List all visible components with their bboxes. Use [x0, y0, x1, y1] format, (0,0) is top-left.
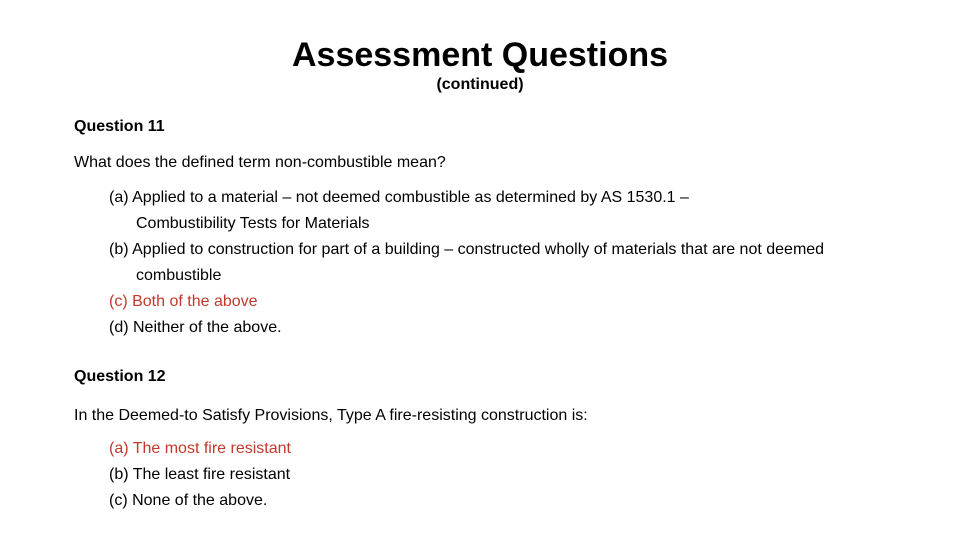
question-11-option-c: (c) Both of the above [109, 293, 258, 310]
question-11-option-d: (d) Neither of the above. [109, 319, 282, 336]
question-11-options [109, 185, 889, 341]
question-12-prompt: In the Deemed-to Satisfy Provisions, Type A fire-resisting construction is: [74, 407, 588, 424]
question-12-options [109, 436, 889, 514]
page-title: Assessment Questions [291, 36, 669, 74]
question-12-option-b: (b) The least fire resistant [109, 466, 291, 483]
question-11-option-a: (a) Applied to a material – not deemed combustible as determined by AS 1530.1 – Combustibility Tests for Materials [109, 189, 689, 232]
question-12-option-c: (c) None of the above. [109, 492, 268, 509]
page-subtitle: (continued) [436, 76, 524, 93]
question-12-option-a: (a) The most fire resistant [109, 440, 291, 457]
question-11-option-b: (b) Applied to construction for part of a building – constructed wholly of materials that are not deemed combustible [109, 241, 825, 284]
question-11-heading: Question 11 [74, 118, 165, 135]
question-12-heading: Question 12 [74, 368, 166, 385]
question-11-prompt: What does the defined term non-combustible mean? [74, 154, 446, 171]
